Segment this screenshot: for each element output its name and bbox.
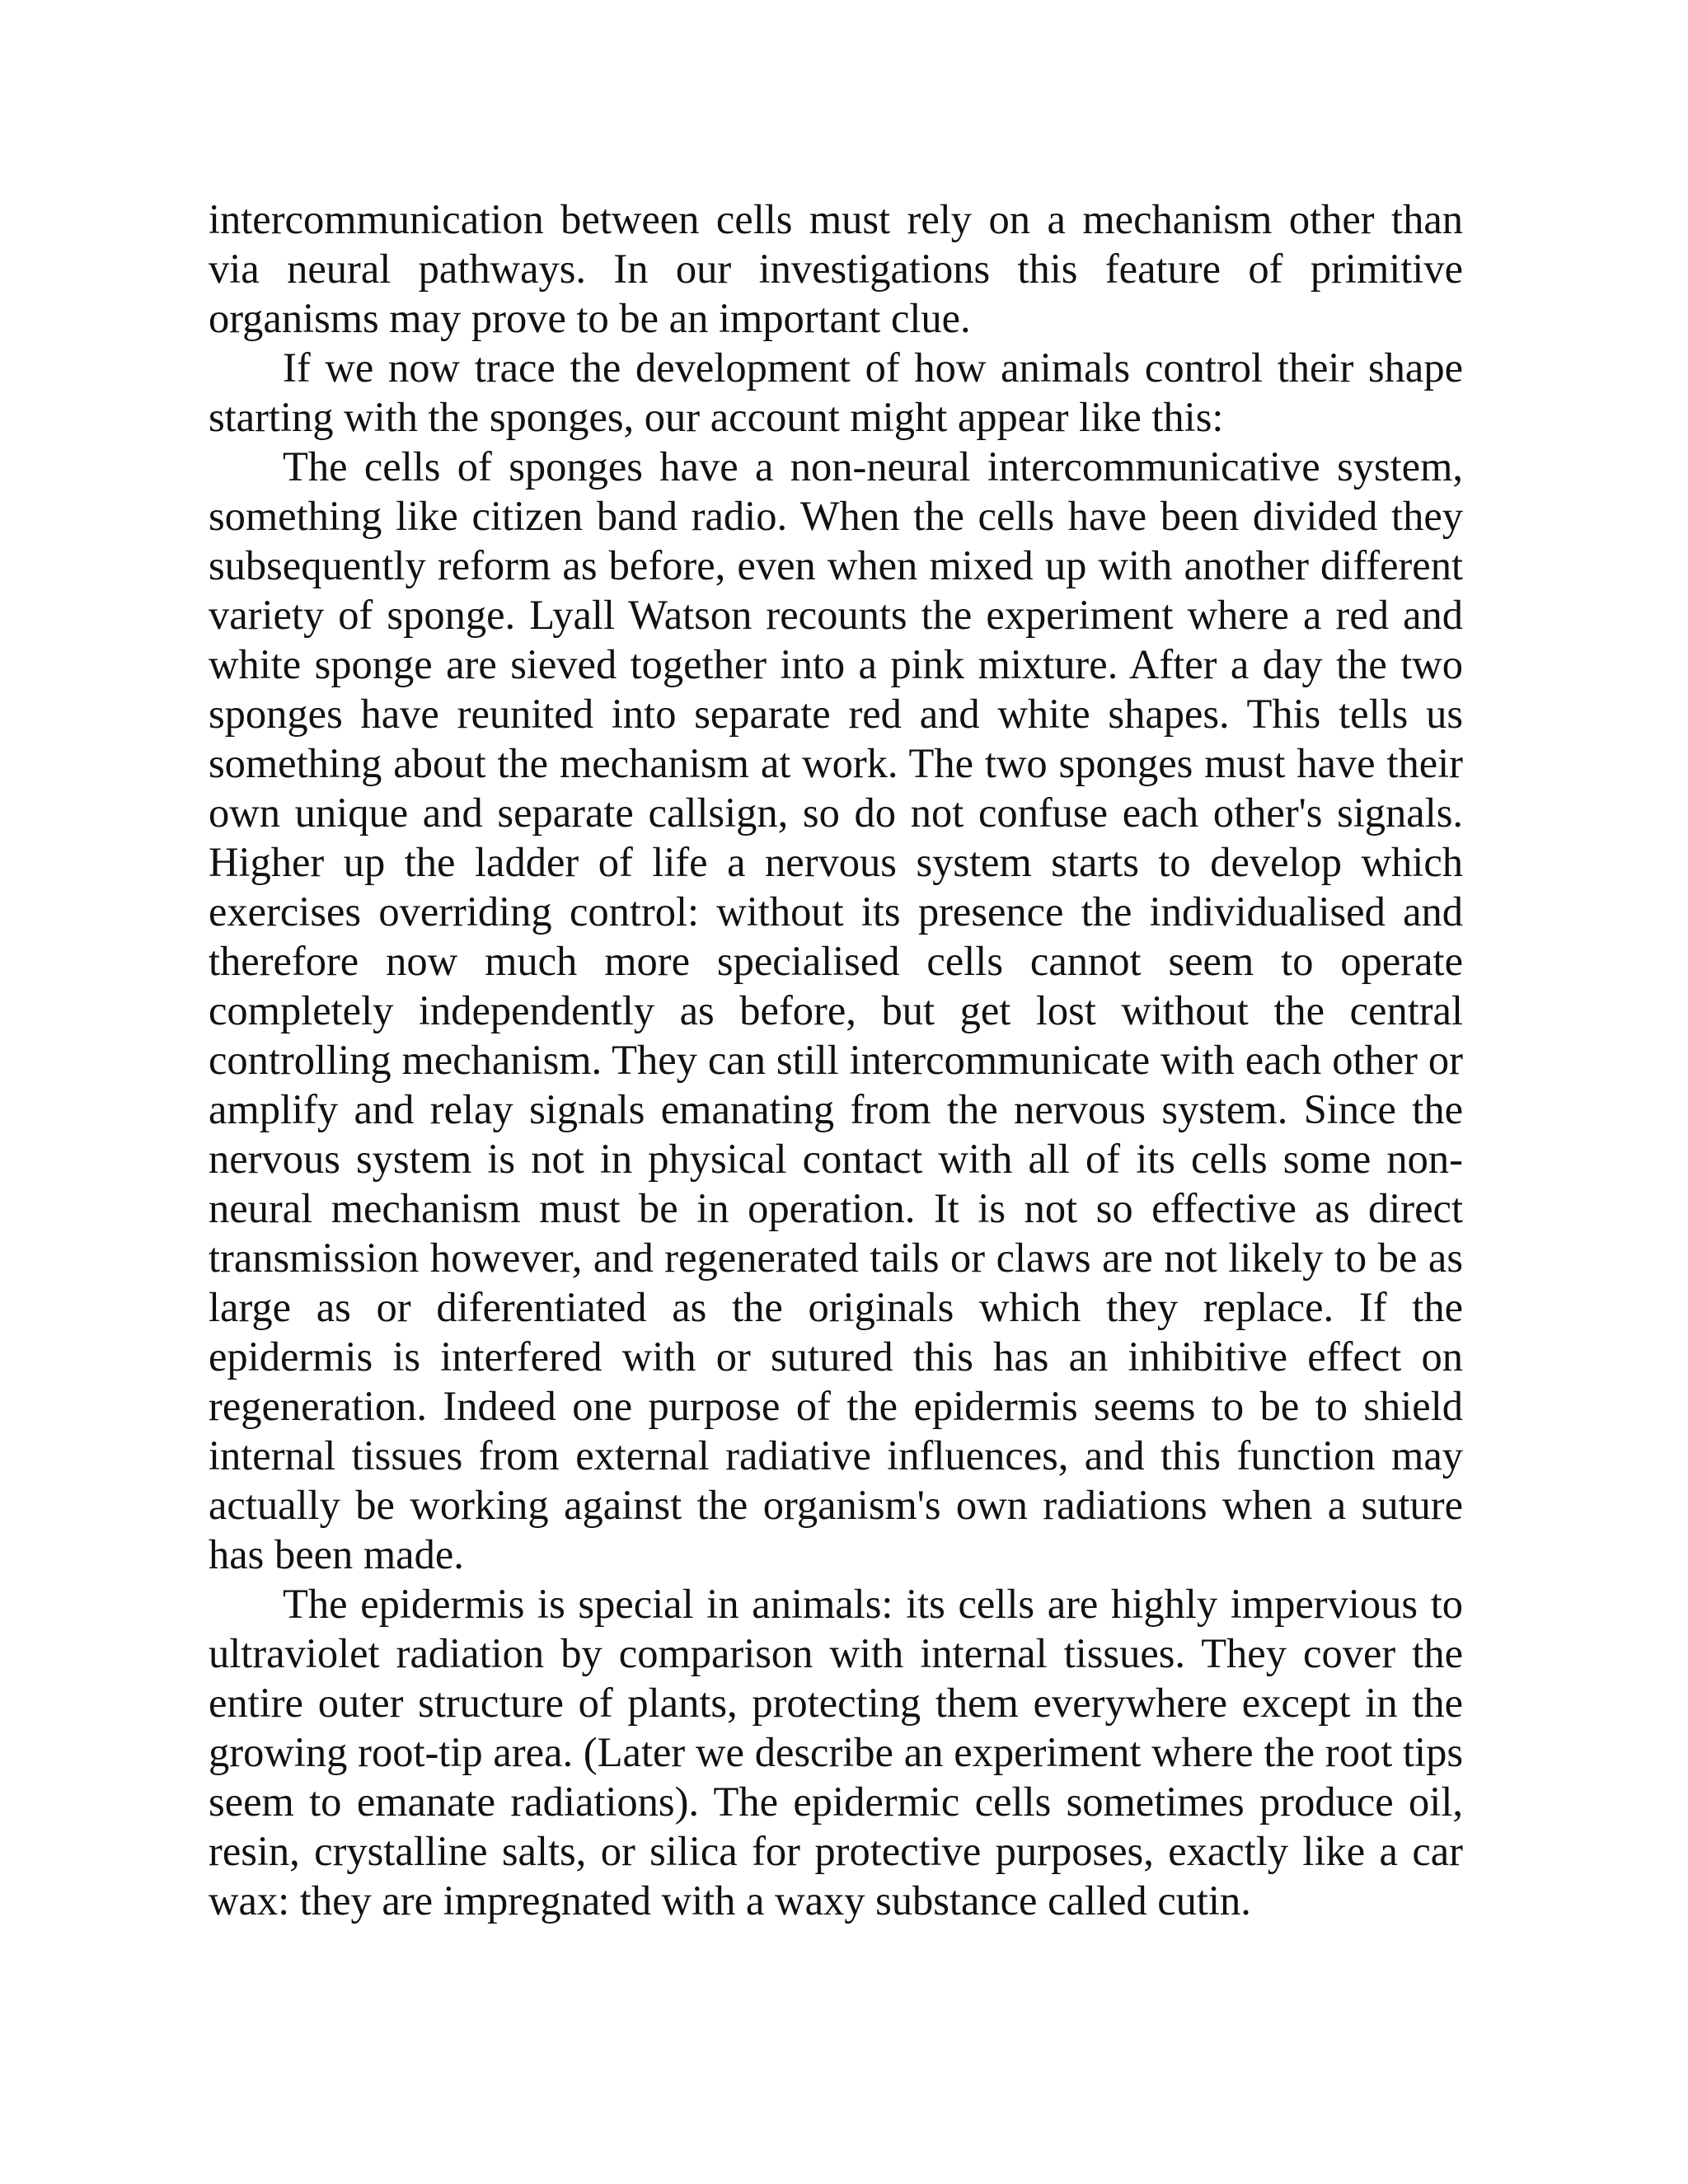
paragraph-continuation: intercommunication between cells must rely on a mechanism other than via neural pathways. In our investigations this feature of primitive organisms may prove to be an important clue.	[209, 196, 1463, 341]
paragraph-sponge-intro: If we now trace the development of how animals control their shape starting with the sponges, our account might appear like this:	[209, 344, 1463, 440]
body-text	[209, 194, 1463, 1925]
paragraph-sponge-cells: The cells of sponges have a non-neural intercommunicative system, something like citizen band radio. When the cells have been divided they subsequently reform as before, even when mixed up with another different variety of sponge. Lyall Watson recounts the experiment where a red and white sponge are sieved together into a pink mixture. After a day the two sponges have reunited into separate red and white shapes. This tells us something about the mechanism at work. The two sponges must have their own unique and separate callsign, so do not confuse each other's signals. Higher up the ladder of life a nervous system starts to develop which exercises overriding control: without its presence the individualised and therefore now much more specialised cells cannot seem to operate completely independently as before, but get lost without the central controlling mechanism. They can still intercommunicate with each other or amplify and relay signals emanating from the nervous system. Since the nervous system is not in physical contact with all of its cells some non-neural mechanism must be in operation. It is not so effective as direct transmission however, and regenerated tails or claws are not likely to be as large as or diferentiated as the originals which they replace. If the epidermis is interfered with or sutured this has an inhibitive effect on regeneration. Indeed one purpose of the epidermis seems to be to shield internal tissues from external radiative influences, and this function may actually be working against the organism's own radiations when a suture has been made.	[209, 443, 1463, 1577]
paragraph-epidermis: The epidermis is special in animals: its cells are highly impervious to ultraviolet radiation by comparison with internal tissues. They cover the entire outer structure of plants, protecting them everywhere except in the growing root-tip area. (Later we describe an experiment where the root tips seem to emanate radiations). The epidermic cells sometimes produce oil, resin, crystalline salts, or silica for protective purposes, exactly like a car wax: they are impregnated with a waxy substance called cutin.	[209, 1581, 1463, 1924]
